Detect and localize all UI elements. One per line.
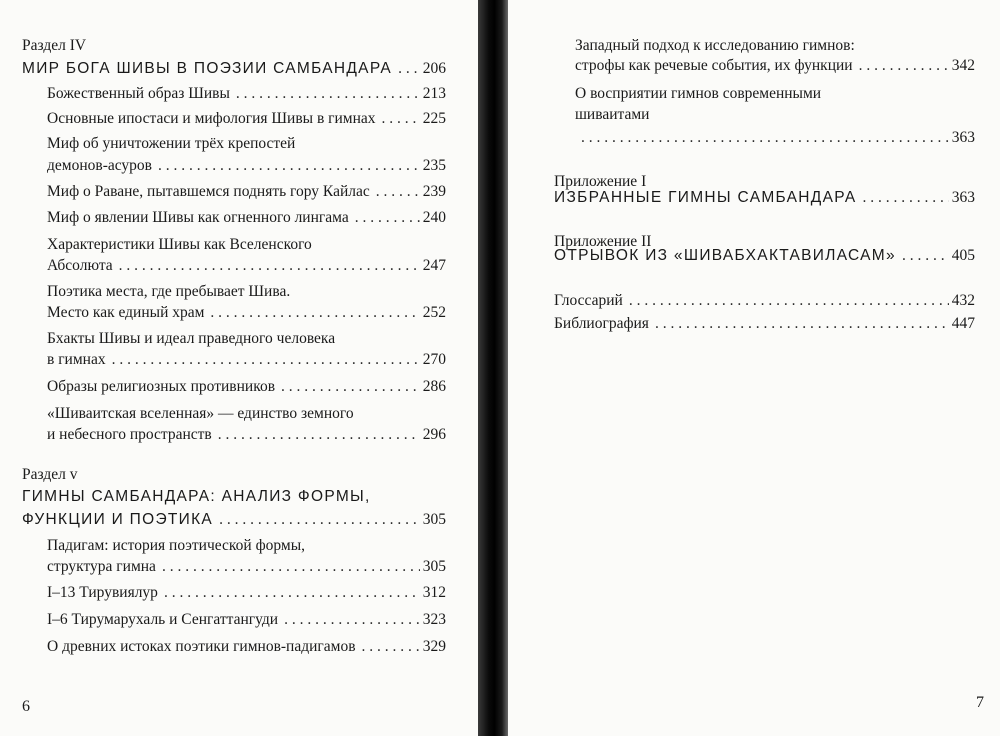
toc-entry-line1: Западный подход к исследованию гимнов: xyxy=(575,37,855,54)
page-number-right: 7 xyxy=(976,694,984,711)
toc-entry[interactable]: I–6 Тирумарухаль и Сенгаттангуди . . . 323 xyxy=(47,610,446,629)
toc-entry-appendix-1[interactable]: ИЗБРАННЫЕ ГИМНЫ САМБАНДАРА . . . 363 xyxy=(554,188,975,207)
toc-entry-line1: Бхакты Шивы и идеал праведного человека xyxy=(47,330,336,347)
toc-entry-line1: Характеристики Шивы как Вселенского xyxy=(47,236,312,253)
toc-entry-line2: шиваитами xyxy=(575,106,650,123)
toc-entry-line1: О восприятии гимнов современными xyxy=(575,85,822,102)
toc-entry[interactable]: структура гимна . . . 305 xyxy=(47,557,446,576)
toc-entry[interactable]: строфы как речевые события, их функции . . . 342 xyxy=(575,56,975,75)
section-5-label: Раздел v xyxy=(22,466,78,483)
toc-entry[interactable]: О древних истоках поэтики гимнов-падигамов . . . 329 xyxy=(47,637,446,656)
toc-entry-appendix-2[interactable]: ОТРЫВОК ИЗ «ШИВАБХАКТАВИЛАСАМ» . . . 405 xyxy=(554,246,975,265)
page-number-left: 6 xyxy=(22,698,30,715)
toc-entry[interactable]: демонов-асуров . . . 235 xyxy=(47,156,446,175)
section-4-label: Раздел IV xyxy=(22,37,87,54)
toc-entry-section-5[interactable]: ФУНКЦИИ И ПОЭТИКА . . . 305 xyxy=(22,510,446,529)
toc-entry[interactable]: в гимнах . . . 270 xyxy=(47,350,446,369)
toc-entry[interactable]: Миф о Раване, пытавшемся поднять гору Кайлас . . . 239 xyxy=(47,182,446,201)
toc-entry[interactable]: Основные ипостаси и мифология Шивы в гимнах . . . 225 xyxy=(47,109,446,128)
toc-entry-section-4[interactable]: МИР БОГА ШИВЫ В ПОЭЗИИ САМБАНДАРА . . . 206 xyxy=(22,59,446,78)
toc-entry-line1: «Шиваитская вселенная» — единство земного xyxy=(47,405,354,422)
toc-entry[interactable]: и небесного пространств . . . 296 xyxy=(47,425,446,444)
toc-entry-line1: Миф об уничтожении трёх крепостей xyxy=(47,135,296,152)
toc-entry-line1: Падигам: история поэтической формы, xyxy=(47,537,305,554)
toc-entry-leader[interactable]: . . . 363 xyxy=(575,128,975,147)
toc-entry[interactable]: I–13 Тирувиялур . . . 312 xyxy=(47,583,446,602)
toc-entry[interactable]: Образы религиозных противников . . . 286 xyxy=(47,377,446,396)
section-5-title-line1: ГИМНЫ САМБАНДАРА: АНАЛИЗ ФОРМЫ, xyxy=(22,488,371,505)
toc-entry-glossary[interactable]: Глоссарий . . . 432 xyxy=(554,291,975,310)
appendix-1-label: Приложение I xyxy=(554,173,647,190)
left-page xyxy=(0,0,478,736)
toc-entry[interactable]: Абсолюта . . . 247 xyxy=(47,256,446,275)
toc-entry-bibliography[interactable]: Библиография . . . 447 xyxy=(554,314,975,333)
toc-entry[interactable]: Место как единый храм . . . 252 xyxy=(47,303,446,322)
book-spine xyxy=(478,0,508,736)
toc-entry-line1: Поэтика места, где пребывает Шива. xyxy=(47,283,291,300)
toc-entry[interactable]: Миф о явлении Шивы как огненного лингама . . . 240 xyxy=(47,208,446,227)
appendix-2-label: Приложение II xyxy=(554,233,652,250)
toc-entry[interactable]: Божественный образ Шивы . . . 213 xyxy=(47,84,446,103)
right-page xyxy=(508,0,1000,736)
